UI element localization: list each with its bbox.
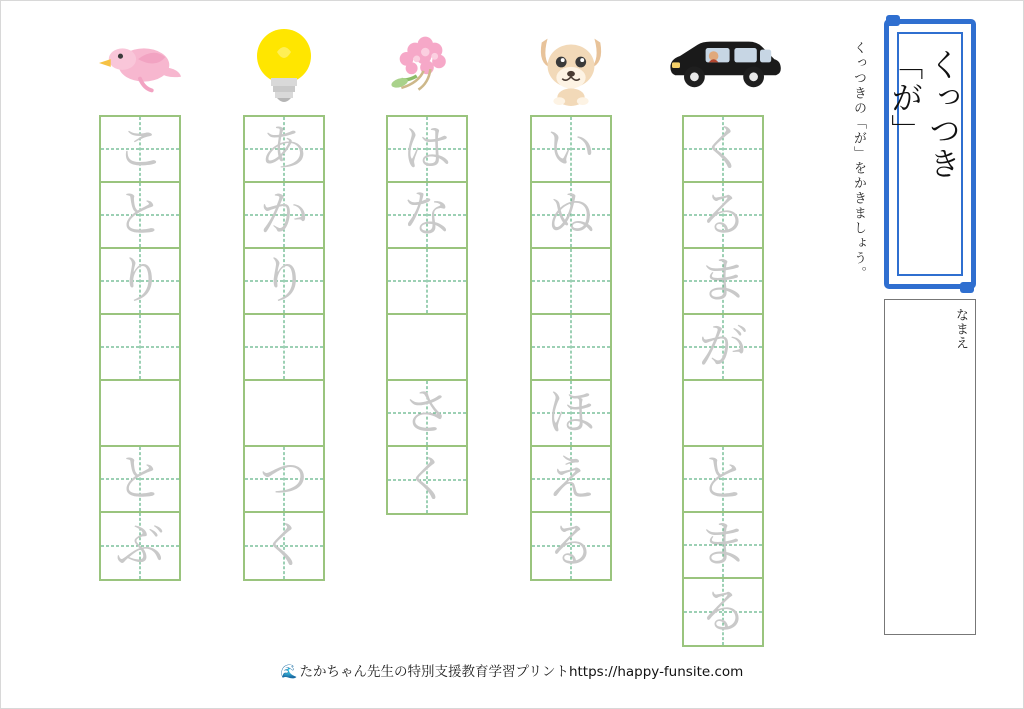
grid-cell[interactable] bbox=[245, 183, 323, 249]
trace-kana bbox=[532, 315, 610, 379]
grid-cell-ga[interactable] bbox=[684, 315, 762, 381]
grid-cell[interactable] bbox=[532, 513, 610, 579]
page-title: くっつき「が」 bbox=[886, 48, 962, 180]
trace-kana bbox=[245, 381, 323, 445]
trace-kana: と bbox=[115, 185, 165, 243]
grid-cell[interactable] bbox=[684, 183, 762, 249]
grid-cell[interactable] bbox=[388, 447, 466, 513]
title-box-inner bbox=[886, 32, 963, 276]
car-icon bbox=[664, 19, 784, 109]
grid-kotori bbox=[99, 115, 181, 581]
trace-kana: ま bbox=[698, 515, 748, 573]
instruction-text: くっつきの「が」をかきましょう。 bbox=[851, 41, 866, 281]
trace-kana: り bbox=[115, 251, 165, 309]
trace-kana: い bbox=[546, 119, 596, 177]
grid-cell-empty[interactable] bbox=[684, 381, 762, 447]
grid-cell[interactable] bbox=[101, 183, 179, 249]
grid-inu bbox=[530, 115, 612, 581]
grid-cell[interactable] bbox=[101, 117, 179, 183]
grid-cell[interactable] bbox=[532, 117, 610, 183]
trace-kana: な bbox=[402, 185, 452, 243]
grid-cell-empty[interactable] bbox=[245, 315, 323, 381]
grid-cell[interactable] bbox=[684, 249, 762, 315]
trace-kana: く bbox=[402, 450, 452, 508]
lightbulb-icon bbox=[243, 19, 325, 109]
trace-kana: こ bbox=[115, 119, 165, 177]
grid-cell[interactable] bbox=[245, 117, 323, 183]
grid-cell-empty[interactable] bbox=[388, 315, 466, 381]
grid-cell[interactable] bbox=[101, 513, 179, 579]
trace-kana: さ bbox=[402, 383, 452, 441]
footer-url[interactable]: https://happy-funsite.com bbox=[568, 664, 744, 680]
snail-icon: 🌊 bbox=[280, 664, 298, 680]
trace-kana: く bbox=[698, 119, 748, 177]
grid-kuruma bbox=[682, 115, 764, 647]
name-label: なまえ bbox=[953, 308, 968, 350]
title-knob-top bbox=[886, 15, 900, 26]
trace-kana: と bbox=[698, 449, 748, 507]
grid-cell[interactable] bbox=[388, 381, 466, 447]
footer-credit: たかちゃん先生の特別支援教育学習プリント bbox=[299, 664, 569, 680]
trace-kana bbox=[532, 249, 610, 313]
trace-kana: る bbox=[698, 185, 748, 243]
grid-cell[interactable] bbox=[245, 513, 323, 579]
trace-kana: ぶ bbox=[115, 516, 165, 574]
grid-cell[interactable] bbox=[101, 249, 179, 315]
bird-icon bbox=[99, 19, 181, 109]
grid-hana bbox=[386, 115, 468, 515]
grid-cell[interactable] bbox=[532, 447, 610, 513]
trace-kana bbox=[101, 315, 179, 379]
cherry-blossom-icon bbox=[386, 19, 468, 109]
grid-cell[interactable] bbox=[684, 447, 762, 513]
grid-cell[interactable] bbox=[101, 447, 179, 513]
trace-kana: え bbox=[546, 449, 596, 507]
trace-kana: ま bbox=[698, 251, 748, 309]
grid-cell-empty[interactable] bbox=[532, 315, 610, 381]
grid-cell[interactable] bbox=[245, 447, 323, 513]
grid-cell[interactable] bbox=[684, 117, 762, 183]
trace-kana: ほ bbox=[546, 383, 596, 441]
trace-kana bbox=[388, 315, 466, 379]
grid-cell-empty[interactable] bbox=[532, 249, 610, 315]
grid-cell[interactable] bbox=[388, 117, 466, 183]
trace-kana: る bbox=[698, 582, 748, 640]
trace-kana bbox=[101, 381, 179, 445]
trace-kana: あ bbox=[259, 119, 309, 177]
grid-cell[interactable] bbox=[684, 513, 762, 579]
trace-kana: く bbox=[259, 516, 309, 574]
trace-kana bbox=[245, 315, 323, 379]
grid-cell-empty[interactable] bbox=[388, 249, 466, 315]
footer bbox=[1, 660, 1023, 680]
trace-kana bbox=[388, 249, 466, 313]
trace-kana: つ bbox=[259, 449, 309, 507]
grid-cell-empty[interactable] bbox=[101, 315, 179, 381]
trace-kana: ぬ bbox=[546, 185, 596, 243]
grid-cell[interactable] bbox=[532, 381, 610, 447]
title-box bbox=[884, 19, 976, 289]
trace-kana: が bbox=[698, 317, 748, 375]
trace-kana: か bbox=[259, 185, 309, 243]
grid-cell[interactable] bbox=[388, 183, 466, 249]
trace-kana: る bbox=[546, 516, 596, 574]
grid-cell-empty[interactable] bbox=[245, 381, 323, 447]
grid-cell[interactable] bbox=[245, 249, 323, 315]
name-box[interactable] bbox=[884, 299, 976, 635]
grid-cell[interactable] bbox=[684, 579, 762, 645]
trace-kana: と bbox=[115, 449, 165, 507]
trace-kana: は bbox=[402, 119, 452, 177]
dog-icon bbox=[530, 19, 612, 109]
trace-kana: り bbox=[259, 251, 309, 309]
trace-kana bbox=[684, 381, 762, 445]
grid-akari bbox=[243, 115, 325, 581]
title-knob-bottom bbox=[960, 282, 974, 293]
grid-cell[interactable] bbox=[532, 183, 610, 249]
grid-cell-empty[interactable] bbox=[101, 381, 179, 447]
